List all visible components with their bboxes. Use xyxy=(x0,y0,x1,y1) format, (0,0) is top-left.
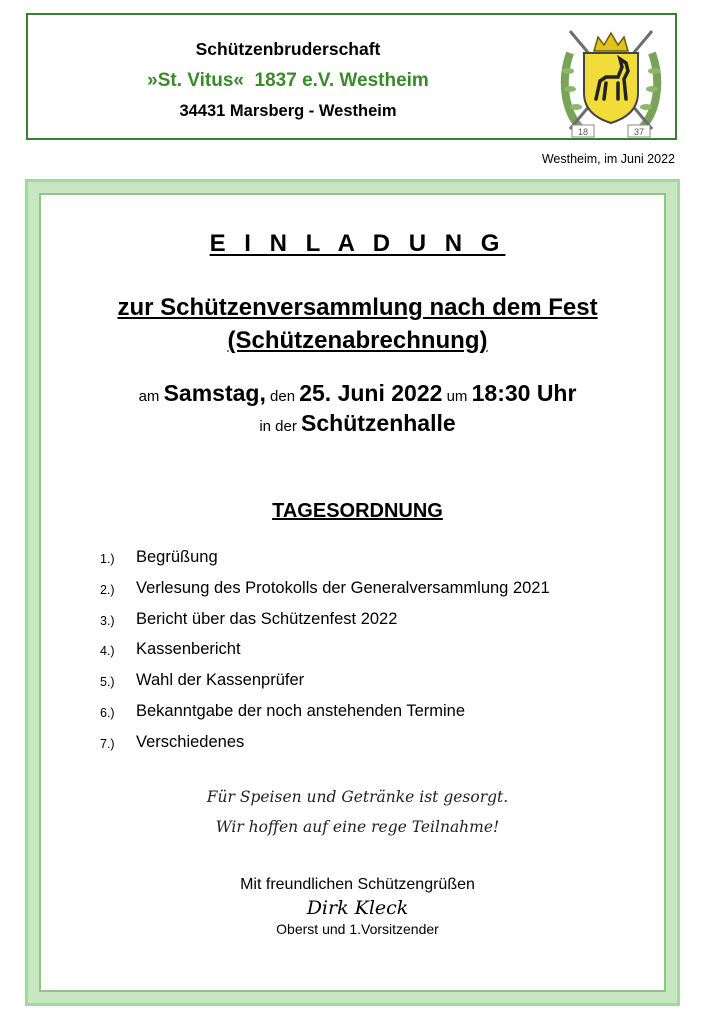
event-date: 25. Juni 2022 xyxy=(299,380,443,406)
invitation-subtitle: zur Schützenversammlung nach dem Fest xyxy=(117,294,598,321)
association-name: Schützenbruderschaft xyxy=(195,39,381,59)
invitation-subtitle-2: (Schützenabrechnung) xyxy=(227,327,488,354)
crest-emblem-icon xyxy=(556,21,666,141)
participation-note: Wir hoffen auf eine rege Teilnahme! xyxy=(215,818,500,836)
signer-role: Oberst und 1.Vorsitzender xyxy=(276,921,439,937)
list-item: 7.) Verschiedenes xyxy=(100,732,245,751)
agenda-list xyxy=(100,548,550,764)
event-date-line: am Samstag, den 25. Juni 2022 um 18:30 Uhr xyxy=(138,380,577,406)
list-item: 1.) Begrüßung xyxy=(100,548,218,566)
date-line: Westheim, im Juni 2022 xyxy=(541,152,675,166)
event-day: Samstag, xyxy=(163,380,266,406)
list-item: 4.) Kassenbericht xyxy=(100,640,241,659)
signature: Dirk Kleck xyxy=(306,897,409,919)
svg-text:18: 18 xyxy=(577,127,589,137)
association-address: 34431 Marsberg - Westheim xyxy=(179,102,397,120)
agenda-heading: TAGESORDNUNG xyxy=(272,500,443,522)
list-item: 5.) Wahl der Kassenprüfer xyxy=(100,671,305,690)
list-item: 2.) Verlesung des Protokolls der Generalversammlung 2021 xyxy=(100,578,550,597)
invitation-title: E I N L A D U N G xyxy=(209,230,506,257)
list-item: 3.) Bericht über das Schützenfest 2022 xyxy=(100,609,398,628)
list-item: 6.) Bekanntgabe der noch anstehenden Termine xyxy=(100,701,466,720)
event-location-line: in der Schützenhalle xyxy=(259,410,456,436)
closing-greeting: Mit freundlichen Schützengrüßen xyxy=(240,876,475,893)
letterhead xyxy=(26,13,677,140)
event-time: 18:30 Uhr xyxy=(471,380,577,406)
association-subname: »St. Vitus« 1837 e.V. Westheim xyxy=(147,70,429,91)
event-location: Schützenhalle xyxy=(301,410,456,436)
catering-note: Für Speisen und Getränke ist gesorgt. xyxy=(206,788,509,806)
svg-text:37: 37 xyxy=(633,127,645,137)
